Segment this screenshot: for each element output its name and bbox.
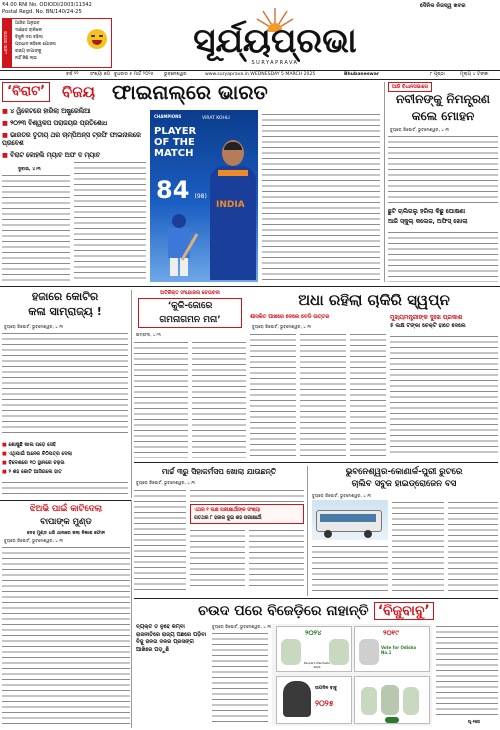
issue: ସଂଖ୍ୟା ୭୦ — [90, 72, 111, 77]
reg-number: ₹4.00 RNI No. ODIODI/2003/11342 — [2, 2, 92, 8]
volume: ବର୍ଷ ୨୨ — [66, 72, 79, 77]
photo-caption: PLAYER OF THE MATCH — [154, 126, 197, 159]
bjd-body — [436, 624, 498, 718]
teaser-line: ଆଜିର ଅନୁଭବ — [15, 21, 40, 26]
teaser-tag: ଧକ୍କା ଉତ୍ତର — [3, 19, 12, 67]
crore-bullet: ■ ବିଦେଶରେ ୧୦ ସ୍ଥାନରେ ଚଢ଼ଉ — [2, 460, 65, 466]
father-story — [2, 503, 130, 728]
date-odia: ବୁଧବାର ୫ ମାର୍ଚ୍ଚ ୨୦୨୫ — [114, 72, 154, 77]
section-rule — [134, 462, 498, 463]
father-body — [2, 545, 130, 727]
score-value: 84 — [156, 176, 190, 204]
crore-body — [2, 331, 128, 437]
dateline-bar — [0, 70, 500, 80]
section-rule — [0, 500, 132, 501]
crore-byline: ବ୍ୟୁରୋ ରିପୋର୍ଟ, ଭୁବନେଶ୍ୱର, ୪।୩ — [4, 324, 64, 329]
poster-2024 — [276, 626, 352, 672]
bullet-item: ■ ଭାରତର ତୃତୀୟ ଥର ଚାମ୍ପିଅନ୍ସ ଟ୍ରଫି ଫାଇନାଲରେ ପ୍ରବେଶ — [2, 132, 141, 147]
bjd-headline — [134, 600, 498, 620]
crore-bullet: ■ ଏଥିପାଇଁ ଅନେକ ଚିଠିପତ୍ର ଦେଲା — [2, 451, 72, 457]
emoji-icon — [87, 29, 107, 49]
rail-headline-2: ଚାଲିବ ସବୁଜ ହାଇଡ୍ରୋଜେନ ବସ — [351, 479, 457, 489]
rail-byline: ବ୍ୟୁରୋ ରିପୋର୍ଟ, ଭୁବନେଶ୍ୱର, ୪।୩ — [312, 493, 372, 498]
poster-label: ଉପଦିନ ବାବୁ — [315, 686, 338, 691]
crore-bullet: ■ ୨ ଶହ କୋଟି ଆସିଗଲେ ହାତ — [2, 469, 62, 475]
right-headline-2: କଲେ ମୋହନ — [411, 109, 475, 123]
left-teaser — [2, 18, 112, 68]
exam-body — [134, 488, 186, 590]
lead-dateline: ଦୁବାଇ, ୪।୩ — [18, 167, 41, 172]
continued-marker: ପୃ-୨ରେ — [468, 719, 481, 724]
father-byline: ବ୍ୟୁରୋ ରିପୋର୍ଟ, ଭୁବନେଶ୍ୱର, ୪।୩ — [4, 538, 64, 543]
score-balls: (98) — [194, 193, 207, 200]
bullet-item: ■ ୪ ୱିକେଟରେ ହାରିଲା ଅଷ୍ଟ୍ରେଲିଆ — [2, 108, 91, 115]
jobs-body — [350, 332, 386, 456]
lead-photo — [150, 110, 258, 282]
jobs-body — [250, 332, 296, 456]
right-body — [388, 230, 498, 282]
jobs-sub-right: ମୁଖ୍ୟମନ୍ତ୍ରୀଙ୍କ ଦୁଃଖ ପ୍ରକାଶ — [390, 314, 463, 321]
right-sub-2: ଆଜି ସ୍କୁଲ୍ କଲେଜ, ଅଫିସ୍ ଖୋଲା — [388, 218, 468, 225]
center-headline-1: ‘କୁକି-ଜୋରେ — [167, 301, 213, 311]
lead-body — [262, 112, 380, 282]
crore-bullet: ■ ଶୋଷୁଛି ଖାଲ ପଡ଼େ ସେହି — [2, 442, 56, 448]
teaser-line: ପ୍ରଧାନ କହିଲେ ଯୋଜନା — [15, 42, 56, 47]
poster-group — [354, 676, 430, 724]
exam-body — [190, 528, 245, 590]
teaser-line: ନାହିଁ କିଛି ଲାଭ — [15, 56, 37, 61]
jobs-body — [390, 334, 498, 456]
lead-tag-2: ବିଜୟ — [62, 83, 95, 101]
poster-year: ୨୦୨୪ — [305, 629, 322, 637]
bjd-headline-text: ଚଉଦ ପରେ ବିଜେଡ଼ିରେ ନାହାନ୍ତି — [198, 603, 369, 619]
jobs-sub-right-2: ୫ ଲକ୍ଷ ଟଙ୍କା ଚେକ୍‌ଟି ହାତେ ଦେଲେ — [390, 323, 466, 329]
rail-body — [448, 500, 498, 592]
father-headline-2: ବାପାଙ୍କ ମୁଣ୍ଡ — [40, 517, 92, 527]
poster-year: ୨୦୨୫ — [315, 699, 334, 708]
bjd-headline-tag: ‘ବିଜୁବାବୁ’ — [374, 602, 434, 620]
paper-subtitle: SURYAPRAVA — [251, 60, 299, 66]
postal-regd: Postal Regd. No. BN/140/24-25 — [2, 9, 82, 15]
website-date: www.suryaprava.in WEDNESDAY 5 MARCH 2025 — [205, 72, 316, 77]
right-byline: ବ୍ୟୁରୋ ରିପୋର୍ଟ, ଭୁବନେଶ୍ୱର, ୪।୩ — [390, 127, 450, 132]
photo-player: VIRAT KOHLI — [202, 116, 230, 121]
section-rule — [134, 598, 498, 599]
crore-headline-1: ହଜାରେ କୋଟିର — [31, 290, 99, 303]
jobs-body — [300, 332, 346, 456]
lead-tag: ‘ବିରାଟ’ — [2, 82, 50, 102]
city: Bhubaneswar — [344, 72, 380, 77]
poster-2025 — [276, 676, 352, 724]
rail-story — [310, 466, 498, 596]
center-story — [134, 290, 246, 460]
center-body — [192, 340, 246, 458]
column-rule — [307, 466, 308, 596]
poster-2019 — [354, 626, 430, 672]
father-sub: ଦେହ ମୁଣ୍ଡ ଧରି ଥାନାରେ କଲା ନିକାଶ ଫୋନ — [26, 531, 106, 536]
jobs-headline: ଅଧା ରହିଲା ଚାକିରି ସ୍ୱପ୍ନ — [298, 291, 450, 309]
photo-brand: CHAMPIONS — [154, 114, 182, 119]
bus-photo — [312, 500, 388, 540]
exam-byline: ବ୍ୟୁରୋ ରିପୋର୍ଟ, ଭୁବନେଶ୍ୱର, ୪।୩ — [136, 480, 196, 485]
exam-headline: ମାର୍ଚ୍ଚ ୩ରୁ ସିହାକର୍ମସପ ଖୋଲା ଯାଉଛନ୍ତି — [161, 467, 277, 476]
teaser-line: ବିଜୁଳି ଦର ବଢିଲା — [15, 35, 43, 40]
exam-box-line-1: ଏଥର ୧ ଲକ୍ଷ ପରୀକ୍ଷାର୍ଥୀଙ୍କ ସଂଖ୍ୟା — [194, 508, 261, 513]
lead-body — [2, 173, 70, 283]
lead-title: ଫାଇନାଲ୍‌ରେ ଭାରତ — [112, 80, 268, 104]
exam-story — [134, 466, 304, 596]
center-headline-2: ଗମନାଗମନ ମନା’ — [159, 315, 221, 325]
column-rule — [131, 500, 132, 728]
teaser-line: ଦାଣ୍ଡେ ଚାଲିଲେ — [15, 28, 42, 33]
poster-caption: People's Manifesto 2024 — [303, 661, 331, 669]
player-figure — [208, 140, 256, 280]
center-body — [134, 340, 188, 458]
bullet-item: ■ ୨୦୨୩ ବିଶ୍ୱକପ ପରାଜୟର ପ୍ରତିଶୋଧ — [2, 120, 108, 127]
exam-box-line-2: ଗତଥର ୮ ହଜାର ଦୁଇ ଶହ ପରୀକ୍ଷାର୍ଥୀ — [194, 516, 262, 521]
jersey-text: INDIA — [216, 200, 245, 210]
exam-body — [249, 528, 304, 590]
right-kicker: ଆଜି ବିଧାନସଭାରେ — [388, 82, 432, 92]
section-rule — [0, 286, 500, 287]
center-byline: ଇମ୍ଫଲ, ୪।୩ — [136, 332, 161, 337]
ear-right: ଦୈନିକ ନିଜସ୍ୱ ଖବର — [420, 3, 466, 9]
photo-score — [156, 176, 207, 204]
page-count: ୮ ପୃଷ୍ଠା — [430, 72, 445, 77]
right-sub-1: ଛୁଟି ଚାଲିଗଲୁ ହରିଲା କିଛୁ ଘୋଷଣା — [388, 208, 466, 215]
jobs-byline: ବ୍ୟୁରୋ ରିପୋର୍ଟ, ଭୁବନେଶ୍ୱର, ୪।୩ — [252, 324, 312, 329]
father-headline-1: ଝିଅଭି ପାଇଁ କାଟିଦେଲା — [29, 504, 103, 514]
masthead — [0, 0, 500, 72]
rail-body — [312, 544, 388, 592]
bjd-body — [212, 631, 268, 726]
bjd-posters — [272, 624, 432, 726]
bullet-item: ■ ବିରାଟ କୋହଲି ମ୍ୟାଚ ଅଫ ଦ ମ୍ୟାଚ — [2, 152, 101, 159]
exam-highlight-box — [190, 504, 304, 524]
crore-story — [2, 290, 128, 498]
center-headline-box — [138, 298, 242, 328]
crore-body — [2, 480, 128, 498]
exam-body — [190, 488, 304, 502]
lead-body — [74, 160, 146, 283]
right-top-story — [388, 82, 498, 282]
poster-year: ୨୦୧୯ — [383, 629, 399, 637]
bjd-story — [134, 600, 498, 728]
batsman-figure — [160, 214, 200, 276]
jobs-sub-left: ଶାସକିତ ପାଖରେ ଦେଲେ ବେଡି ଉତ୍ତର — [250, 314, 330, 320]
column-rule — [131, 290, 132, 498]
jobs-story — [250, 290, 498, 460]
paper-title: ସୂର୍ଯ୍ୟପ୍ରଭା — [193, 21, 357, 61]
price: ମୂଲ୍ୟ ୪ ଟଙ୍କା — [460, 72, 489, 77]
crore-headline-2: କଳା ସାମ୍ରାଜ୍ୟ ! — [28, 305, 102, 318]
bjd-byline: ବ୍ୟୁରୋ ରିପୋର୍ଟ, ଭୁବନେଶ୍ୱର, ୪।୩ — [212, 624, 272, 629]
poster-caption: Vote for Odisha No.1 — [381, 645, 417, 655]
city-odia: ଭୁବନେଶ୍ୱର — [164, 72, 187, 77]
bjd-quote: ବ୍ୟକ୍ତି ତ ନୁହେଁ କିମ୍ବା ରାଜନୀତିରେ ରାଜ୍ୟ ପଛରେ ପଡ଼ିବା ବିଜୁ ଜନତା ଦଳର ପ୍ରସଙ୍ଗ ଆଖିରେ ପଡ଼ୁଛି — [136, 624, 207, 653]
column-rule — [384, 82, 385, 282]
right-headline-1: ନବୀନଙ୍କୁ ନିମନ୍ତ୍ରଣ — [396, 92, 490, 106]
conch-icon — [385, 717, 399, 723]
center-kicker: ଅତିରିକ୍ତ ସଂଯୋଜନା ଚେତାବନୀ — [160, 290, 220, 296]
right-body — [388, 134, 498, 204]
rail-body — [392, 500, 444, 592]
lead-headline — [2, 82, 382, 106]
teaser-line: ରାଜ୍ୟ ବାପାଙ୍କୁ — [15, 49, 42, 54]
rail-headline-1: ଭୁବନେଶ୍ୱର-କୋଣାର୍କ-ପୁରୀ ରୁଟରେ — [345, 467, 463, 477]
